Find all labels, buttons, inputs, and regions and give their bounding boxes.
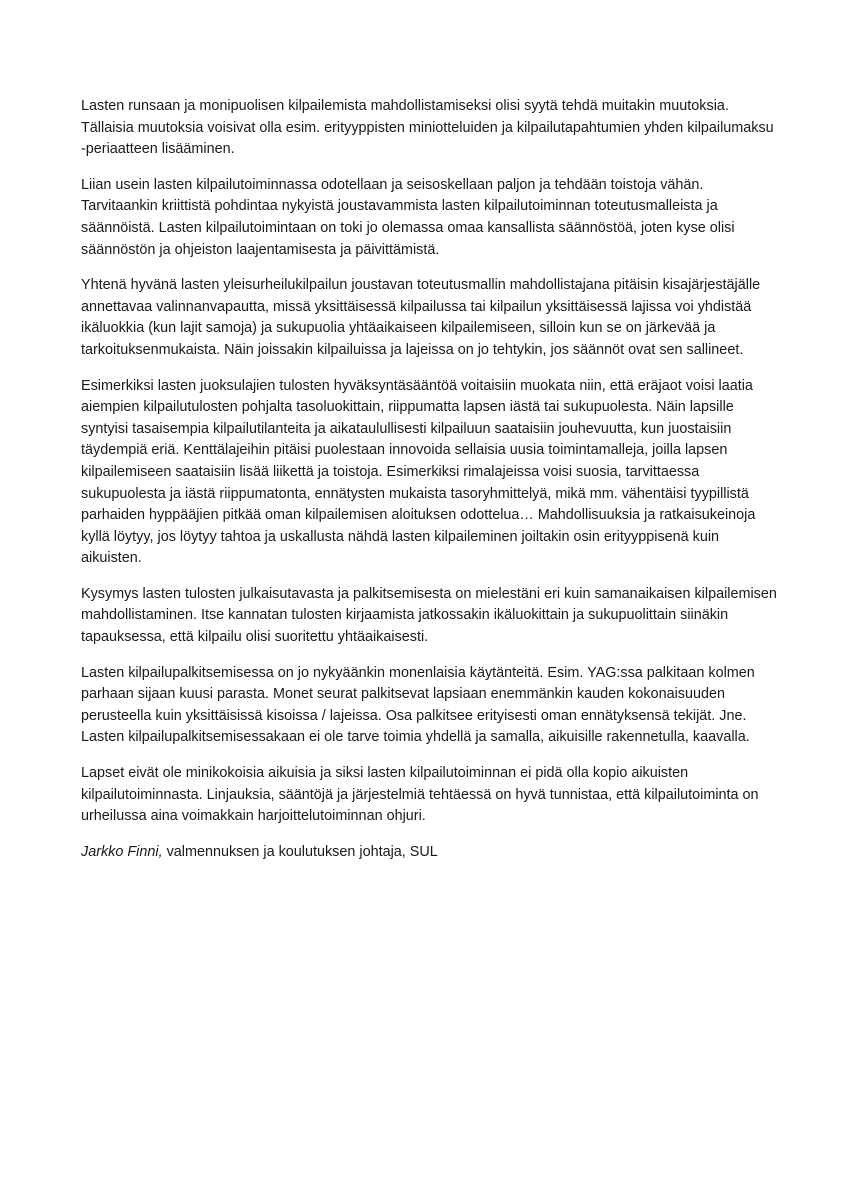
paragraph-3: Yhtenä hyvänä lasten yleisurheilukilpailun joustavan toteutusmallin mahdollistajana pitäisin kisajärjestäjälle annettavaa valinnanvapautta, missä yksittäisessä kilpailussa tai kilpailun yksittäisessä lajissa voi yhdistää ikäluokkia (kun lajit samoja) ja sukupuolia yhtäaikaiseen kilpailemiseen, silloin kun se on järkevää ja tarkoituksenmukaista. Näin joissakin kilpailuissa ja lajeissa on jo tehtykin, jos säännöt ovat sen sallineet.: [81, 277, 761, 358]
signature: [81, 842, 781, 864]
paragraph-1: Lasten runsaan ja monipuolisen kilpailemista mahdollistamiseksi olisi syytä tehdä muitakin muutoksia. Tällaisia muutoksia voisivat olla esim. erityyppisten miniotteluiden ja kilpailutapahtumien yhden kilpailumaksu -periaatteen lisääminen.: [81, 98, 774, 158]
paragraph-5: Kysymys lasten tulosten julkaisutavasta ja palkitsemisesta on mielestäni eri kuin samanaikaisen kilpailemisen mahdollistaminen. Itse kannatan tulosten kirjaamista jatkossakin ikäluokittain ja sukupuolittain siinäkin tapauksessa, että kilpailu olisi suoritettu yhtäaikaisesti.: [81, 585, 777, 646]
signature-title: valmennuksen ja koulutuksen johtaja, SUL: [162, 843, 438, 860]
document-page: [81, 96, 781, 877]
paragraph-7: Lapset eivät ole minikokoisia aikuisia ja siksi lasten kilpailutoiminnan ei pidä olla kopio aikuisten kilpailutoiminnasta. Linjauksia, sääntöjä ja järjestelmiä tehtäessä on hyvä tunnistaa, että kilpailutoiminta on urheilussa aina voimakkain harjoittelutoiminnan ohjuri.: [81, 765, 759, 825]
paragraph-6: Lasten kilpailupalkitsemisessa on jo nykyäänkin monenlaisia käytänteitä. Esim. YAG:ssa palkitaan kolmen parhaan sijaan kuusi parasta. Monet seurat palkitsevat lapsiaan enemmänkin kauden kokonaisuuden perusteella kuin yksittäisissä kisoissa / lajeissa. Osa palkitsee erityisesti oman ennätyksensä tekijät. Jne. Lasten kilpailupalkitsemisessakaan ei ole tarve toimia yhdellä ja samalla, aikuisille rakennetulla, kaavalla.: [81, 664, 755, 746]
signature-name: Jarkko Finni,: [81, 843, 163, 860]
paragraph-2: Liian usein lasten kilpailutoiminnassa odotellaan ja seisoskellaan paljon ja tehdään toistoja vähän. Tarvitaankin kriittistä pohdintaa nykyistä joustavammista lasten kilpailutoiminnan toteutusmalleista ja säännöistä. Lasten kilpailutoimintaan on toki jo olemassa omaa kansallista säännöstöä, joten kyse olisi säännöstön ja ohjeiston laajentamisesta ja päivittämistä.: [81, 176, 735, 258]
paragraph-4: Esimerkiksi lasten juoksulajien tulosten hyväksyntäsääntöä voitaisiin muokata niin, että eräjaot voisi laatia aiempien kilpailutulosten pohjalta tasoluokittain, riippumatta lapsen iästä tai sukupuolesta. Näin lapsille syntyisi tasaisempia kilpailutilanteita ja aikataulullisesti kilpailuun saataisiin jouhevuutta, kun juostaisiin täydempiä eriä. Kenttälajeihin pitäisi puolestaan innovoida sellaisia uusia toimintamalleja, joilla lapsen kilpailemiseen saataisiin lisää liikettä ja toistoja. Esimerkiksi rimalajeissa voisi suosia, tarvittaessa sukupuolesta ja iästä riippumatonta, ennätysten mukaista tasoryhmittelyä, mikä mm. vähentäisi tyypillistä parhaiden hyppääjien pitkää oman kilpailemisen aloituksen odottelua… Mahdollisuuksia ja ratkaisukeinoja kyllä löytyy, jos löytyy tahtoa ja uskallusta nähdä lasten kilpaileminen joiltakin osin erityyppisenä kuin aikuisten.: [81, 377, 756, 567]
